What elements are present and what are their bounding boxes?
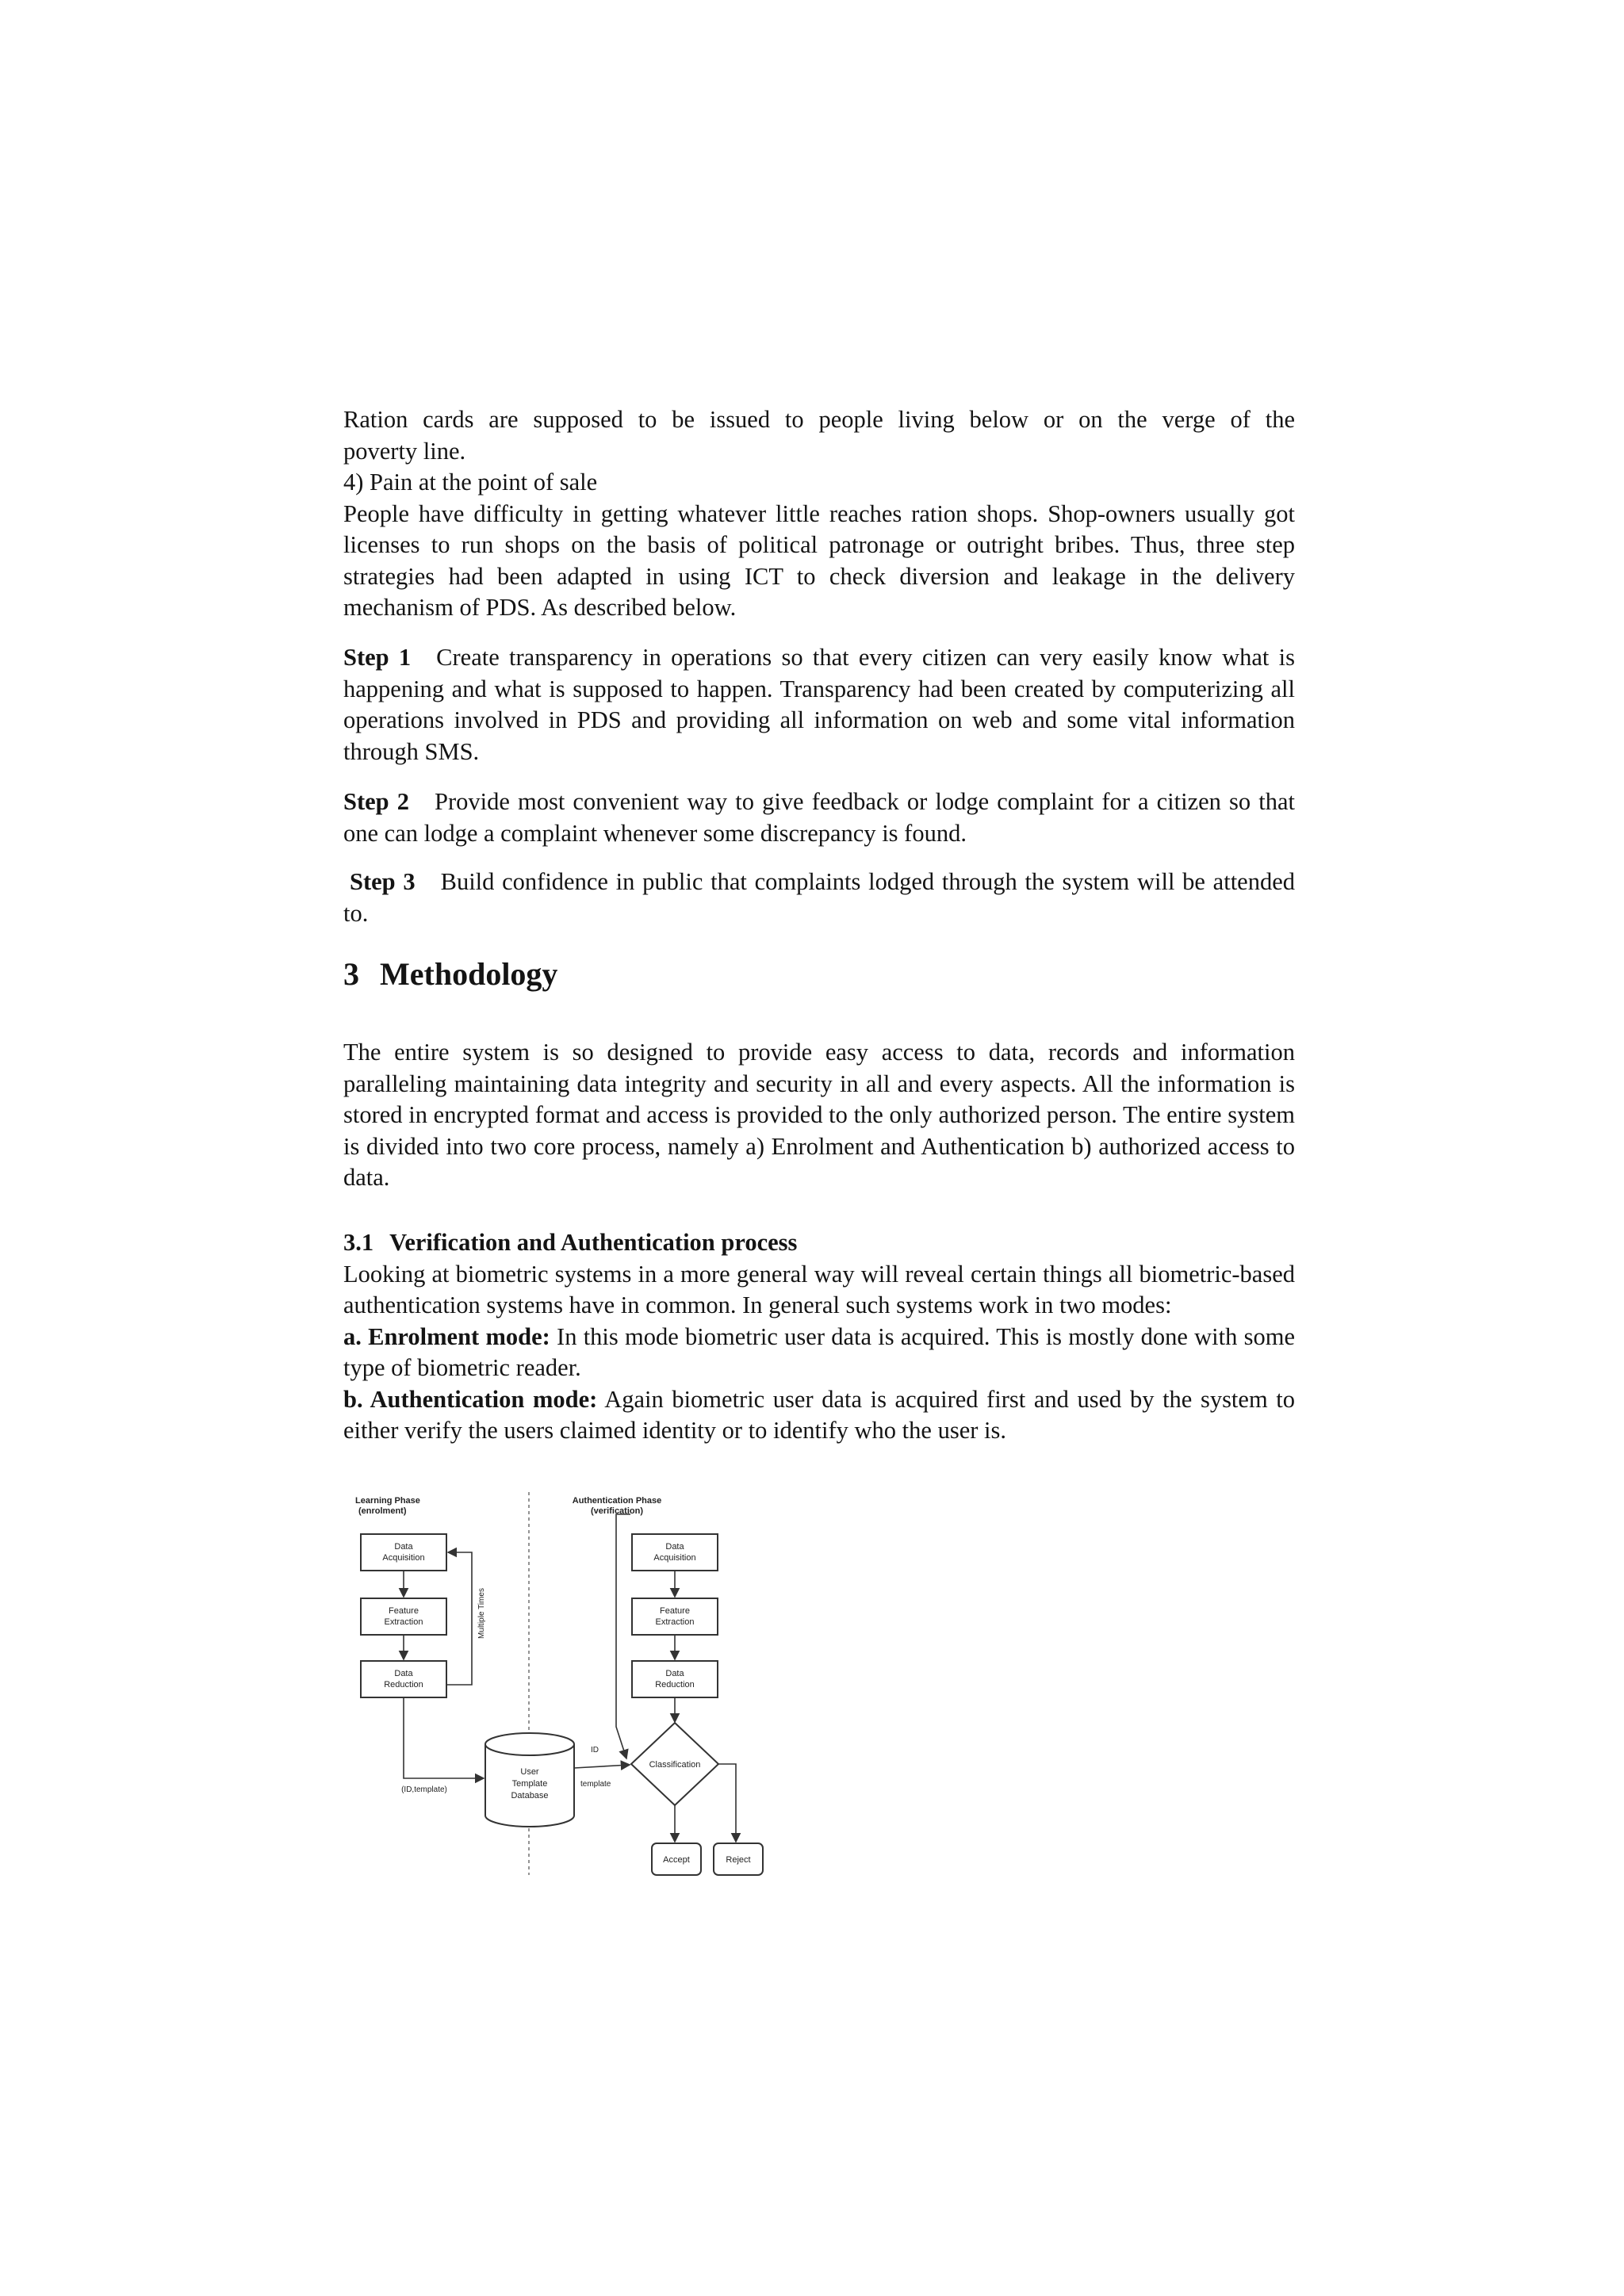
classification-label: Classification bbox=[649, 1760, 701, 1770]
step-3-label: Step 3 bbox=[350, 868, 416, 895]
auth-acq-line1: Data bbox=[665, 1542, 684, 1552]
section-3-1-title: Verification and Authentication process bbox=[389, 1229, 798, 1256]
step-1 bbox=[343, 642, 1295, 767]
section-3-1 bbox=[343, 1227, 1295, 1447]
learning-data-reduction-box bbox=[361, 1661, 446, 1697]
id-template-label: (ID,template) bbox=[401, 1785, 447, 1794]
learning-phase-title: Learning Phase bbox=[355, 1496, 420, 1506]
reject-label: Reject bbox=[726, 1855, 751, 1865]
step-1-label: Step 1 bbox=[343, 644, 412, 671]
section-3-1-heading bbox=[343, 1227, 1295, 1259]
biometric-process-diagram bbox=[349, 1490, 777, 1879]
auth-data-reduction-box bbox=[632, 1661, 718, 1697]
intro-line-2: poverty line. bbox=[343, 437, 466, 465]
learning-feat-line1: Feature bbox=[389, 1606, 419, 1616]
learning-feature-extraction-box bbox=[361, 1598, 446, 1635]
auth-acq-line2: Acquisition bbox=[653, 1553, 696, 1563]
multiple-times-label: Multiple Times bbox=[477, 1588, 486, 1639]
step-2 bbox=[343, 786, 1295, 849]
auth-feat-line1: Feature bbox=[660, 1606, 690, 1616]
learning-red-line2: Reduction bbox=[384, 1680, 423, 1689]
db-line3: Database bbox=[511, 1791, 549, 1800]
section-3-1-paragraph: Looking at biometric systems in a more general way will reveal certain things all biometric-based authentication systems have in common. In general such systems work in two modes: bbox=[343, 1260, 1295, 1318]
learning-phase-subtitle: (enrolment) bbox=[358, 1506, 407, 1516]
intro-line-1: Ration cards are supposed to be issued to people living below or on the verge of the bbox=[343, 406, 1295, 433]
auth-phase-title: Authentication Phase bbox=[572, 1496, 662, 1506]
intro-paragraph: People have difficulty in getting whatever little reaches ration shops. Shop-owners usually got licenses to run shops on the basis of political patronage or outright bribes. Thus, three step strategies had been adapted in using ICT to check diversion and leakage in the delivery mechanism of PDS. As described below. bbox=[343, 499, 1295, 621]
auth-red-line2: Reduction bbox=[655, 1680, 695, 1689]
db-line2: Template bbox=[511, 1779, 548, 1789]
step-2-label: Step 2 bbox=[343, 788, 409, 815]
auth-feat-line2: Extraction bbox=[655, 1617, 695, 1627]
learning-data-acquisition-box bbox=[361, 1534, 446, 1571]
section-3-body bbox=[343, 1037, 1295, 1194]
auth-feature-extraction-box bbox=[632, 1598, 718, 1635]
learning-acq-line2: Acquisition bbox=[382, 1553, 425, 1563]
db-line1: User bbox=[520, 1767, 539, 1777]
enrolment-mode-text: In this mode biometric user data is acquired. This is mostly done with some type of biometric reader. bbox=[343, 1322, 1295, 1381]
section-3-1-number: 3.1 bbox=[343, 1229, 374, 1256]
enrolment-mode-label: a. Enrolment mode: bbox=[343, 1322, 550, 1350]
template-label: template bbox=[580, 1780, 611, 1789]
section-3-number: 3 bbox=[343, 956, 359, 992]
auth-red-line1: Data bbox=[665, 1669, 684, 1678]
intro-block bbox=[343, 404, 1295, 624]
authentication-mode-text: Again biometric user data is acquired first and used by the system to either verify the users claimed identity or to identify who the user is. bbox=[343, 1385, 1295, 1444]
step-3-text: Build confidence in public that complaints lodged through the system will be attended to. bbox=[343, 868, 1295, 927]
learning-feat-line2: Extraction bbox=[384, 1617, 423, 1627]
section-3-paragraph: The entire system is so designed to provide easy access to data, records and information paralleling maintaining data integrity and security in all and every aspects. All the information is stored in encrypted format and access is provided to the only authorized person. The entire system is divided into two core process, namely a) Enrolment and Authentication b) authorized access to data. bbox=[343, 1039, 1295, 1191]
learning-acq-line1: Data bbox=[394, 1542, 413, 1552]
auth-data-acquisition-box bbox=[632, 1534, 718, 1571]
auth-phase-subtitle: (verification) bbox=[590, 1506, 644, 1516]
id-label: ID bbox=[591, 1746, 599, 1755]
accept-label: Accept bbox=[663, 1855, 690, 1865]
authentication-mode-label: b. Authentication mode: bbox=[343, 1385, 598, 1413]
step-1-text: Create transparency in operations so that every citizen can very easily know what is happening and what is supposed to happen. Transparency had been created by computerizing all operations involved in PDS and providing all information on web and some vital information through SMS. bbox=[343, 644, 1295, 765]
learning-red-line1: Data bbox=[394, 1669, 413, 1678]
list-item-4: 4) Pain at the point of sale bbox=[343, 469, 598, 496]
step-2-text: Provide most convenient way to give feedback or lodge complaint for a citizen so that one can lodge a complaint whenever some discrepancy is found. bbox=[343, 788, 1295, 847]
section-3-heading bbox=[343, 955, 557, 993]
step-3 bbox=[343, 867, 1295, 929]
section-3-title: Methodology bbox=[380, 956, 558, 992]
